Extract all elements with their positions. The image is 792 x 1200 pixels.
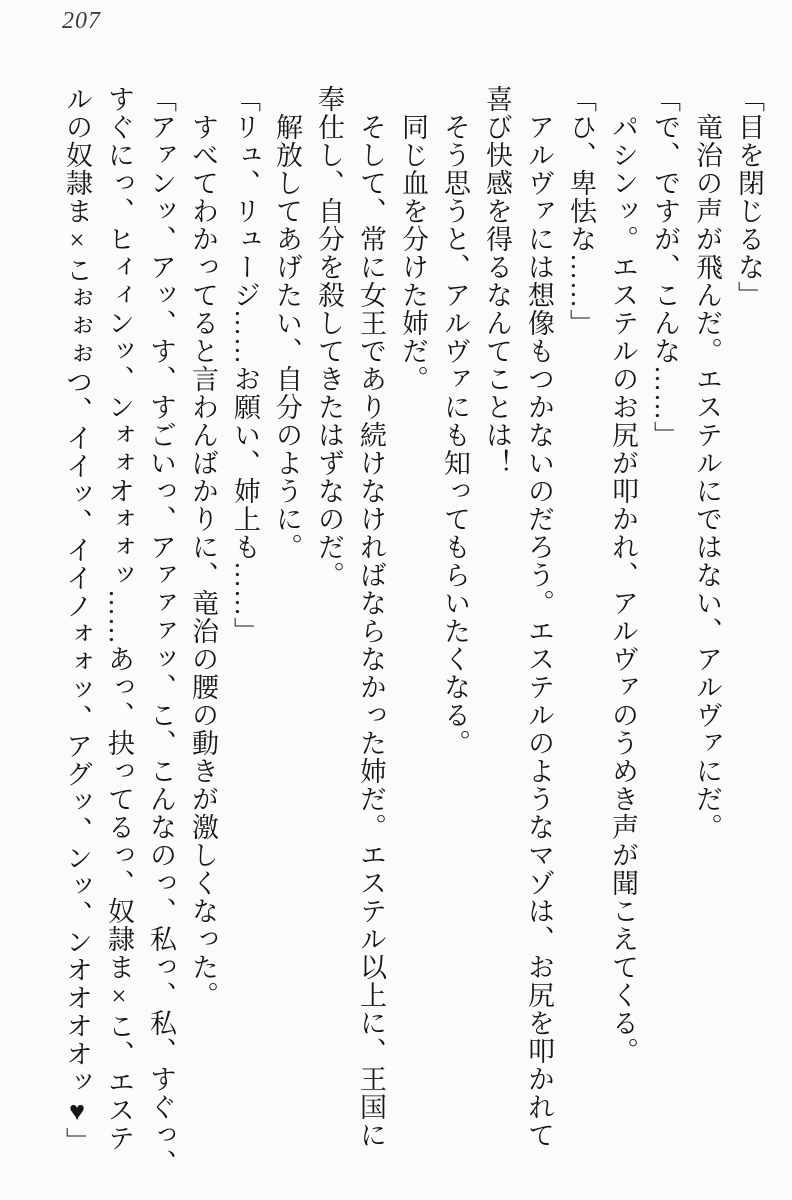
text-line-6: アルヴァには想像もつかないのだろう。エステルのようなマゾは、お尻を叩かれて [524, 85, 554, 1149]
text-line-16: すぐにっ、ヒィィンッ、ンォォオォォッ……あっ、抉ってるっ、奴隷ま×こ、エステ [104, 85, 134, 1152]
text-line-1: 「目を閉じるな」 [734, 85, 764, 309]
vertical-text-block [56, 85, 770, 1177]
text-line-10: そして、常に女王であり続けなければならなかった姉だ。エステル以上に、王国に [356, 85, 386, 1149]
text-line-11: 奉仕し、自分を殺してきたはずなのだ。 [314, 85, 344, 589]
text-line-8: そう思うと、アルヴァにも知ってもらいたくなる。 [440, 85, 470, 757]
page-number: 207 [62, 8, 101, 34]
text-line-12: 解放してあげたい、自分のように。 [272, 85, 302, 561]
text-line-5: 「ひ、卑怯な……」 [566, 85, 596, 337]
text-line-9: 同じ血を分けた姉だ。 [398, 85, 428, 393]
text-line-17: ルの奴隷ま×こぉぉぉつ、イイッ、イイノォォッ、アグッ、ンッ、ンオオオオッ♥」 [62, 85, 92, 1155]
text-line-3: 「で、ですが、こんな……」 [650, 85, 680, 449]
text-line-13: 「リュ、リュージ……お願い、姉上も……」 [230, 85, 260, 645]
text-line-2: 竜治の声が飛んだ。エステルにではない、アルヴァにだ。 [692, 85, 722, 841]
text-line-4: パシンッ。エステルのお尻が叩かれ、アルヴァのうめき声が聞こえてくる。 [608, 85, 638, 1065]
text-line-7: 喜び快感を得るなんてことは！ [482, 85, 512, 477]
text-line-14: すべてわかってると言わんばかりに、竜治の腰の動きが激しくなった。 [188, 85, 218, 1009]
text-line-15: 「アァンッ、アッ、す、すごいっ、アァァァッ、こ、こんなのっ、私っ、私、すぐっ、 [146, 85, 176, 1177]
